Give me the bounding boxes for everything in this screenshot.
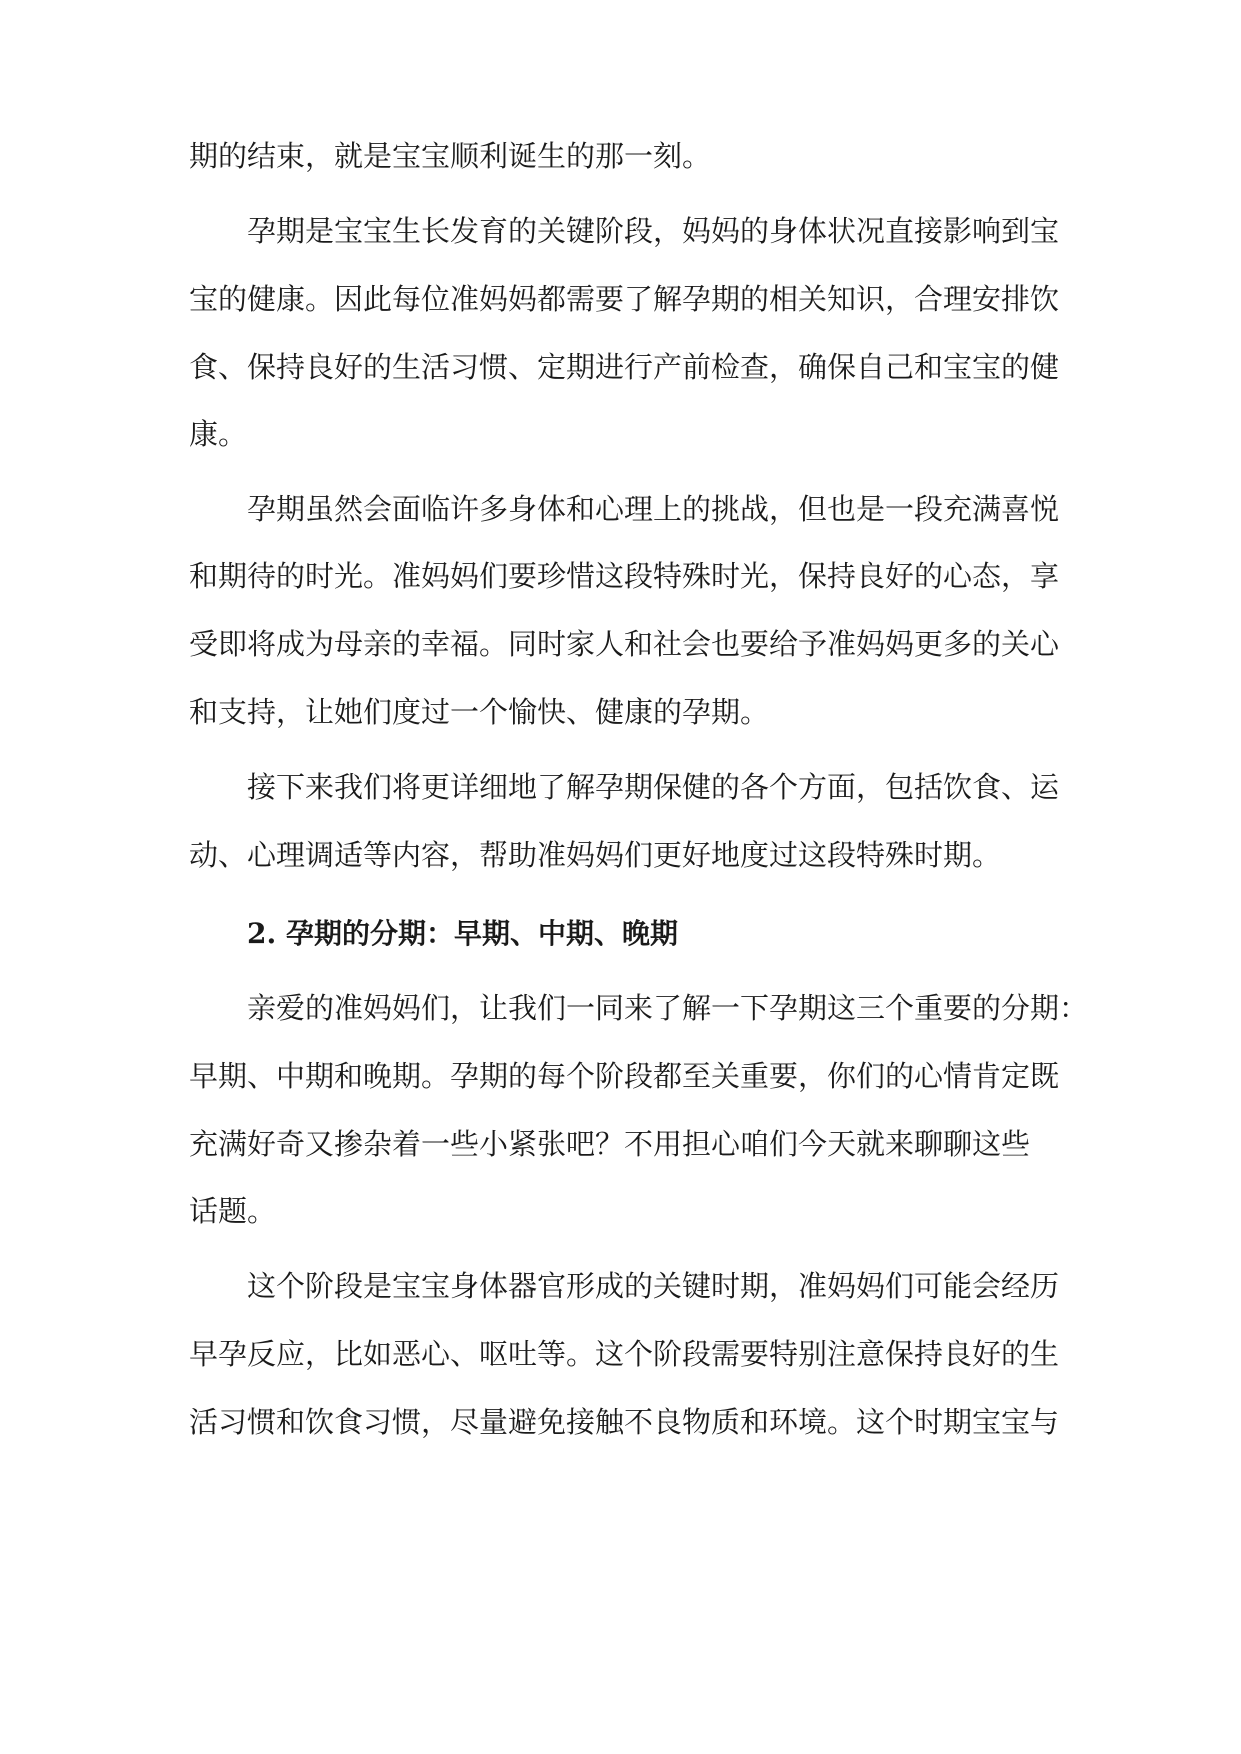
paragraph-line: 接下来我们将更详细地了解孕期保健的各个方面，包括饮食、运: [247, 770, 1060, 804]
paragraph-line: 和支持，让她们度过一个愉快、健康的孕期。: [189, 695, 770, 729]
paragraph-line: 话题。: [189, 1194, 277, 1228]
paragraph-line: 动、心理调适等内容，帮助准妈妈们更好地度过这段特殊时期。: [189, 838, 1002, 872]
paragraph-line: 食、保持良好的生活习惯、定期进行产前检查，确保自己和宝宝的健: [189, 350, 1060, 384]
paragraph-line: 亲爱的准妈妈们，让我们一同来了解一下孕期这三个重要的分期：: [247, 991, 1089, 1025]
paragraph-line: 这个阶段是宝宝身体器官形成的关键时期，准妈妈们可能会经历: [247, 1269, 1060, 1303]
paragraph-line: 受即将成为母亲的幸福。同时家人和社会也要给予准妈妈更多的关心: [189, 627, 1060, 661]
paragraph-line: 宝的健康。因此每位准妈妈都需要了解孕期的相关知识，合理安排饮: [189, 282, 1060, 316]
paragraph-line: 孕期是宝宝生长发育的关键阶段，妈妈的身体状况直接影响到宝: [247, 214, 1060, 248]
paragraph-line: 早孕反应，比如恶心、呕吐等。这个阶段需要特别注意保持良好的生: [189, 1337, 1060, 1371]
paragraph-line: 活习惯和饮食习惯，尽量避免接触不良物质和环境。这个时期宝宝与: [189, 1405, 1060, 1439]
paragraph-line: 孕期虽然会面临许多身体和心理上的挑战，但也是一段充满喜悦: [247, 492, 1060, 526]
paragraph-line: 期的结束，就是宝宝顺利诞生的那一刻。: [189, 139, 712, 173]
paragraph-line: 和期待的时光。准妈妈们要珍惜这段特殊时光，保持良好的心态，享: [189, 559, 1060, 593]
section-heading: 2. 孕期的分期：早期、中期、晚期: [247, 917, 678, 950]
paragraph-line: 充满好奇又掺杂着一些小紧张吧？不用担心咱们今天就来聊聊这些: [189, 1127, 1031, 1161]
paragraph-line: 早期、中期和晚期。孕期的每个阶段都至关重要，你们的心情肯定既: [189, 1059, 1060, 1093]
paragraph-line: 康。: [189, 417, 248, 451]
